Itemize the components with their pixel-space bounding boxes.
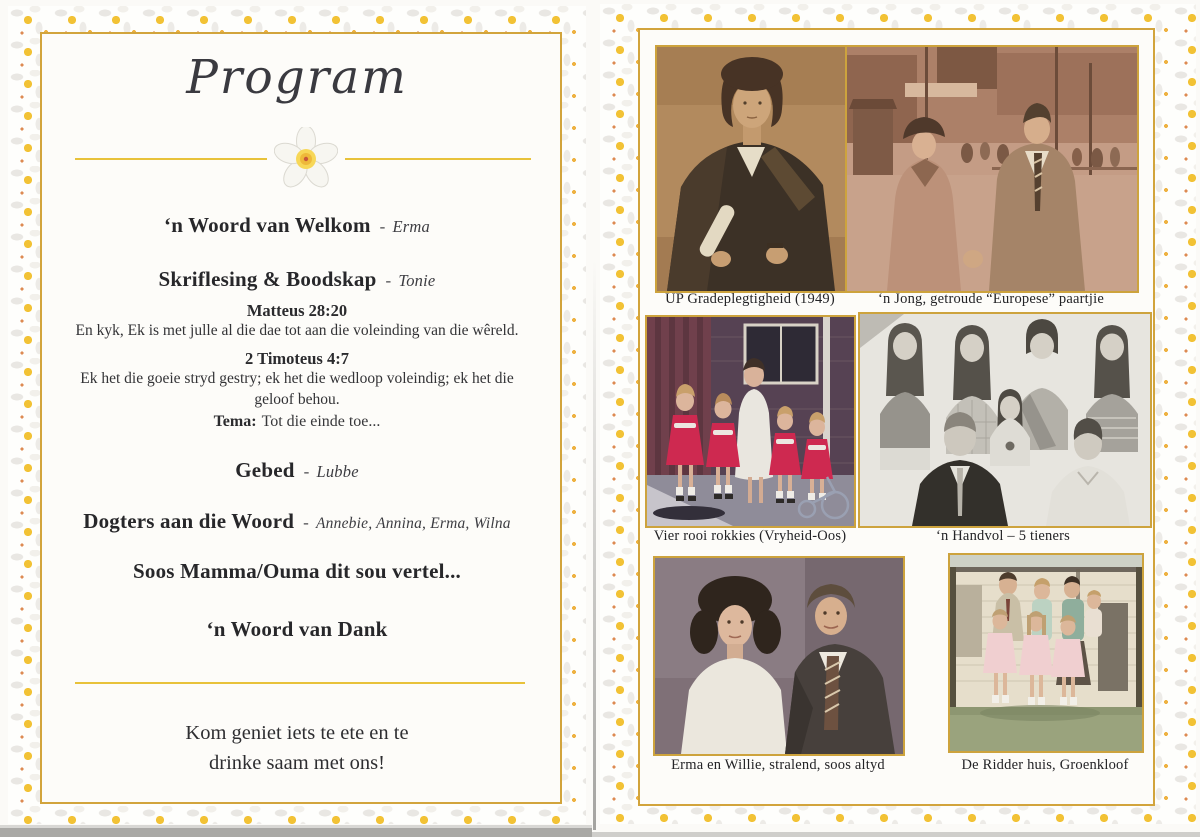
photo-red-dresses — [645, 315, 856, 528]
entry-skriflesing-label: Skriflesing & Boodskap — [158, 267, 377, 291]
photo-ridder-house — [948, 553, 1144, 753]
graduation-photo-illustration — [657, 47, 845, 291]
footer-divider-line — [75, 682, 525, 684]
entry-dash: - — [303, 513, 310, 532]
caption-red-dresses: Vier rooi rokkies (Vryheid-Oos) — [653, 528, 847, 544]
photo-erma-willie — [653, 556, 905, 756]
divider-line-right — [345, 158, 531, 160]
scripture-timoteus-ref: 2 Timoteus 4:7 — [245, 349, 349, 368]
scripture-matteus-ref: Matteus 28:20 — [246, 301, 348, 320]
entry-welkom-name: Erma — [392, 217, 430, 236]
entry-dash: - — [379, 217, 386, 236]
scan-edge-left — [0, 828, 592, 837]
entry-welkom — [8, 213, 586, 238]
plumeria-flower-icon — [274, 127, 338, 191]
entry-welkom-label: ‘n Woord van Welkom — [164, 213, 371, 237]
entry-soos — [8, 559, 586, 584]
photo-graduation — [655, 45, 847, 293]
photos-page — [600, 4, 1196, 824]
entry-dank-label: ‘n Woord van Dank — [206, 617, 388, 641]
entry-skriflesing-name: Tonie — [398, 271, 436, 290]
scripture-matteus-text: En kyk, Ek is met julle al die dae tot aan die voleinding van die wêreld. — [75, 322, 519, 339]
photo-five-teens — [858, 312, 1152, 528]
entry-dogters-names: Annebie, Annina, Erma, Wilna — [316, 515, 511, 532]
caption-five-teens: ‘n Handvol – 5 tieners — [935, 528, 1071, 544]
photo-couple-street — [845, 45, 1139, 293]
scripture-timoteus-text: Ek het die goeie stryd gestry; ek het die wedloop voleindig; ek het die geloof behou. — [80, 370, 514, 408]
closing-line-2: drinke saam met ons! — [209, 752, 385, 774]
entry-dogters-label: Dogters aan die Woord — [83, 509, 295, 533]
entry-dank — [8, 617, 586, 642]
couple-street-photo-illustration — [847, 47, 1137, 291]
entry-skriflesing — [8, 267, 586, 292]
caption-ridder-house: De Ridder huis, Groenkloof — [961, 757, 1129, 773]
caption-erma-willie: Erma en Willie, stralend, soos altyd — [671, 757, 885, 773]
tema-text: Tot die einde toe... — [261, 413, 381, 430]
tema-line — [8, 413, 586, 431]
divider-line-left — [75, 158, 267, 160]
page-title: Program — [186, 50, 408, 105]
program-page — [8, 6, 586, 824]
entry-gebed-name: Lubbe — [316, 462, 359, 481]
five-teens-photo-illustration — [860, 314, 1150, 526]
closing-invitation — [8, 718, 586, 778]
tema-label: Tema: — [213, 413, 257, 430]
erma-willie-photo-illustration — [655, 558, 903, 754]
page-gutter-seam — [593, 260, 596, 830]
caption-graduation: UP Gradeplegtigheid (1949) — [665, 291, 835, 307]
entry-gebed-label: Gebed — [235, 458, 295, 482]
entry-soos-label: Soos Mamma/Ouma dit sou vertel... — [133, 559, 461, 583]
red-dresses-photo-illustration — [647, 317, 854, 526]
entry-gebed — [8, 458, 586, 483]
entry-dogters — [8, 509, 586, 534]
caption-couple-street: ‘n Jong, getroude “Europese” paartjie — [877, 291, 1105, 307]
scan-edge-right — [592, 832, 1200, 837]
ridder-house-photo-illustration — [950, 555, 1142, 751]
closing-line-1: Kom geniet iets te ete en te — [185, 722, 409, 744]
entry-dash: - — [303, 462, 310, 481]
entry-dash: - — [385, 271, 392, 290]
